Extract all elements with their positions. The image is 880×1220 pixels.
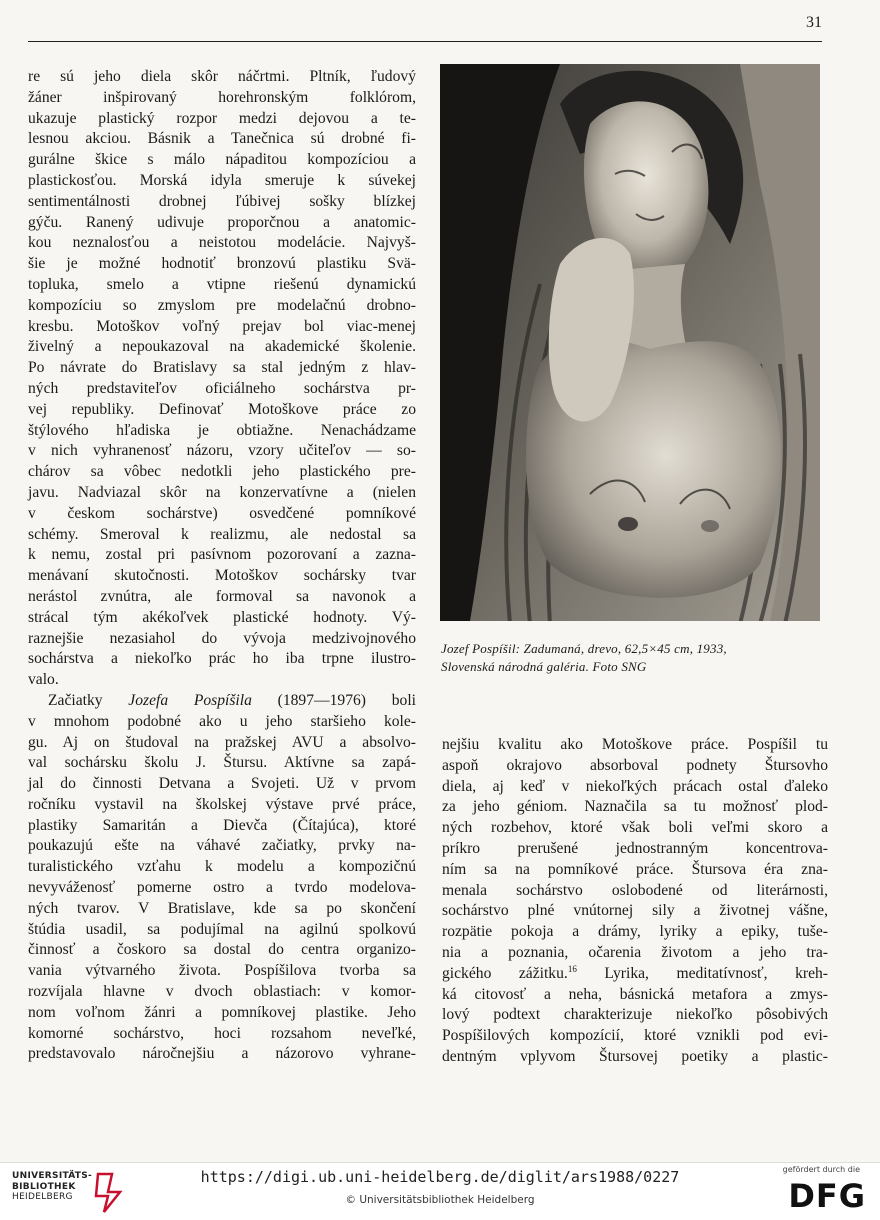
text-line: Po návrate do Bratislavy sa stal jedným z hlav- [28,359,416,377]
text-line: diela, aj keď v niekoľkých prácach ostal ďaleko [442,777,828,795]
copyright-notice: © Universitätsbibliothek Heidelberg [345,1194,535,1206]
funder-note: gefördert durch die [782,1165,860,1174]
text-line: k nemu, zostal pri pasívnom pozorovaní a zazna- [28,546,416,564]
text-line: gurálne škice s málo nápaditou kompozíciou a [28,151,416,169]
text-line: žáner inšpirovaný horehronským folklórom, [28,88,416,106]
text-line: predstavovalo náročnejšiu a názorovo vyhrane- [28,1045,416,1063]
text-line: dentným vplyvom Štursovej poetiky a plastic- [442,1047,828,1065]
figure-caption [441,640,827,676]
text-fragment: (1897—1976) boli [251,691,416,709]
left-text-column [28,67,416,1065]
text-line: kompozíciu so zmyslom pre modelačnú drobno- [28,296,416,314]
library-name-line-3: HEIDELBERG [12,1192,73,1202]
text-line: gu. Aj on študoval na pražskej AVU a absolvo- [28,733,416,751]
text-line: plastiky Samaritán a Dievča (Čítajúca), ktoré [28,816,416,834]
page-number: 31 [806,14,822,31]
text-line: nom voľnom žánri a pomníkovej plastike. Jeho [28,1003,416,1021]
text-line: ných tvarov. V Bratislave, kde sa po skončení [28,899,416,917]
text-line: aspoň okrajovo absorboval podnety Štursovho [442,756,828,774]
text-line: nejšiu kvalitu ako Motoškove práce. Pospíšil tu [442,736,828,753]
header-rule [28,41,822,42]
text-line: nevyváženosť pomerne ostro a tvrdo modelova- [28,879,416,897]
dfg-logo[interactable]: DFG [788,1177,866,1215]
text-line: za jeho géniom. Naznačila sa tu možnosť plod- [442,798,828,816]
paragraph-pospisil [28,691,416,1065]
text-line: v českom sochárstve) osvedčené pomníkové [28,504,416,522]
text-fragment: gického zážitku. [442,964,568,982]
text-line: chárov sa vôbec nedotkli jeho plastického pre- [28,463,416,481]
footnote-marker[interactable]: 16 [567,963,577,974]
text-line: sochárstvo plné vnútornej sily a životnej vášne, [442,902,828,920]
text-line: vej republiky. Definovať Motoškove práce zo [28,400,416,418]
text-line: poukazujú ešte na váhavé začiatky, prvky na- [28,837,416,855]
paragraph-continued [442,735,828,1068]
text-line: nerástol zvnútra, ale formoval sa navonok a [28,587,416,605]
right-text-column [442,735,828,1068]
text-line: valo. [28,671,59,689]
text-line: lesnou akciou. Básnik a Tanečnica sú drobné fi- [28,130,416,148]
text-line: štúdia usadil, sa podujímal na agilnú spolkovú [28,920,416,938]
text-line: sochárstva a niekoľko prác ho iba trpne ilustro- [28,650,416,668]
text-fragment: Lyrika, meditatívnosť, kreh- [576,964,828,982]
text-line: topluka, smelo a vtipne riešenú dynamickú [28,275,416,293]
text-line-with-footnote [442,964,828,985]
text-line: ných rozbehov, ktoré však boli veľmi skoro a [442,819,828,837]
text-line: šie je možné hodnotiť bronzovú plastiku Svä- [28,255,416,273]
text-line: schémy. Smeroval k realizmu, ale nedostal sa [28,525,416,543]
text-line: sentimentálnosti drobnej ľúbivej sošky blízkej [28,192,416,210]
caption-line-2: Slovenská národná galéria. Foto SNG [441,659,647,674]
text-line: val sochársku školu J. Štursu. Aktívne sa zapá- [28,754,416,772]
text-line: gýču. Ranený udivuje proporčnou a anatomic- [28,213,416,231]
text-line: kou neznalosťou a neistotou modelácie. Najvyš- [28,234,416,252]
text-line: príkro prerušené jednostranným koncentrova- [442,839,828,857]
text-line: ročníku vystavil na školskej výstave prvé práce, [28,795,416,813]
sculpture-photograph [440,64,820,621]
text-line: Pospíšilových kompozícií, ktoré vznikli pod evi- [442,1027,828,1045]
text-line: vania výtvarného života. Pospíšilova tvorba sa [28,962,416,980]
text-line: ním sa na pomníkové práce. Štursova éra zna- [442,860,828,878]
text-line: štýlového hľadiska je obtiažne. Nenachádzame [28,421,416,439]
permalink-url[interactable]: https://digi.ub.uni-heidelberg.de/diglit/ars1988/0227 [200,1168,680,1186]
text-line: menávaní skutočnosti. Motoškov sochársky tvar [28,567,416,585]
text-line: živelný a nepoukazoval na akademické školenie. [28,338,416,356]
text-line: raznejšie nezasiahol do vývoja medzivojnového [28,629,416,647]
text-line: javu. Nadviazal skôr na konzervatívne a (nielen [28,483,416,501]
text-line: komorné sochárstvo, hoci rozsahom neveľké, [28,1024,416,1042]
caption-line-1: Jozef Pospíšil: Zadumaná, drevo, 62,5×45 cm, 1933, [441,641,727,656]
text-line: ných predstaviteľov oficiálneho sochárstva pr- [28,379,416,397]
text-line: turalistického vzťahu k modelu a kompozičnú [28,858,416,876]
text-line: ukazuje plastický rozpor medzi dejovou a te- [28,109,416,127]
text-line: menala sochárstvo oslobodené od literárnosti, [442,881,828,899]
text-line: lový podtext charakterizuje niekoľko pôsobivých [442,1006,828,1024]
text-line: v mnohom podobné ako u jeho staršieho kole- [28,712,416,730]
paragraph-motosko [28,67,416,691]
text-line: re sú jeho diela skôr náčrtmi. Pltník, ľudový [28,68,416,85]
text-line: kresbu. Motoškov voľný prejav bol viac-menej [28,317,416,335]
text-line: nia a poznania, očarenia životom a jeho tra- [442,943,828,961]
artist-name: Jozefa Pospíšila [128,691,252,709]
library-name-line-2: BIBLIOTHEK [12,1181,76,1192]
text-line: rozpätie pokoja a drámy, lyriky a epiky, tuše- [442,923,828,941]
text-line: ká citovosť a neha, básnická metafora a zmys- [442,985,828,1003]
text-line: v nich vyhranenosť názoru, vzory učiteľov — so- [28,442,416,460]
library-name-line-1: UNIVERSITÄTS- [12,1171,93,1181]
wood-relief-image [440,64,820,621]
text-line: plastickosťou. Morská idyla smeruje k súvekej [28,171,416,189]
text-line [28,691,416,712]
text-line: jal do činnosti Detvana a Svojeti. Už v prvom [28,775,416,793]
text-line: činnosť a čoskoro sa dostal do centra organizo- [28,941,416,959]
text-line: strácal tým akékoľvek plastické hodnoty. Vý- [28,608,416,626]
text-fragment: Začiatky [48,691,129,709]
text-line: rozvíjala hlavne v dvoch oblastiach: v komor- [28,983,416,1001]
